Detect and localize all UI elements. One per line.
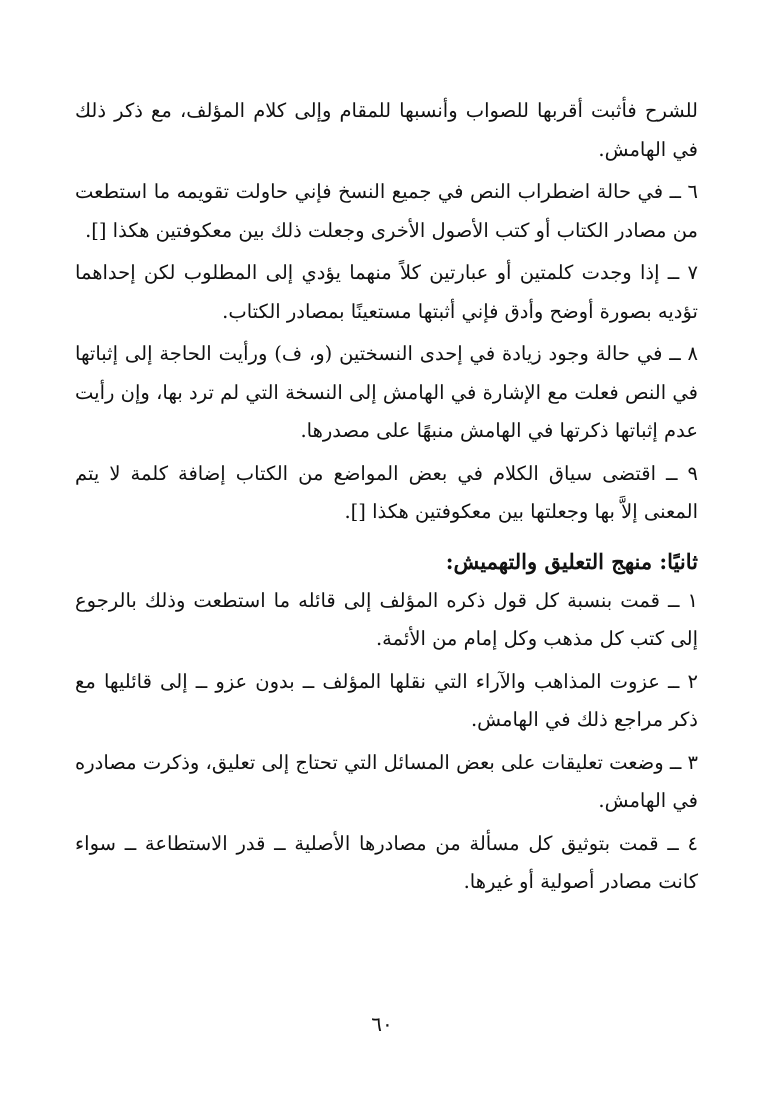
paragraph-item-8: ٨ ــ في حالة وجود زيادة في إحدى النسختين (و، ف) ورأيت الحاجة إلى إثباتها في النص فعلت مع الإشارة في الهامش إلى النسخة التي لم ترد بها، وإن رأيت عدم إثباتها ذكرتها في الهامش منبهًا على مصدرها. xyxy=(75,342,698,442)
section-heading: ثانيًا: منهج التعليق والتهميش: xyxy=(445,548,698,574)
paragraph-item-6: ٦ ــ في حالة اضطراب النص في جميع النسخ فإني حاولت تقويمه ما استطعت من مصادر الكتاب أو كتب الأصول الأخرى وجعلت ذلك بين معكوفتين هكذا []. xyxy=(75,180,698,242)
paragraph-item-7: ٧ ــ إذا وجدت كلمتين أو عبارتين كلاً منهما يؤدي إلى المطلوب لكن إحداهما تؤديه بصورة أوضح وأدق فإني أثبتها مستعينًا بمصادر الكتاب. xyxy=(75,261,698,323)
paragraph-item-1: ١ ــ قمت بنسبة كل قول ذكره المؤلف إلى قائله ما استطعت وذلك بالرجوع إلى كتب كل مذهب وكل إمام من الأئمة. xyxy=(75,588,698,650)
paragraph-item-3: ٣ ــ وضعت تعليقات على بعض المسائل التي تحتاج إلى تعليق، وذكرت مصادره في الهامش. xyxy=(75,750,698,812)
paragraph-item-4: ٤ ــ قمت بتوثيق كل مسألة من مصادرها الأصلية ــ قدر الاستطاعة ــ سواء كانت مصادر أصولية أو غيرها. xyxy=(75,831,698,893)
paragraph-item-2: ٢ ــ عزوت المذاهب والآراء التي نقلها المؤلف ــ بدون عزو ــ إلى قائليها مع ذكر مراجع ذلك في الهامش. xyxy=(75,669,698,731)
paragraph-item-9: ٩ ــ اقتضى سياق الكلام في بعض المواضع من الكتاب إضافة كلمة لا يتم المعنى إلاَّ بها وجعلتها بين معكوفتين هكذا []. xyxy=(75,461,698,523)
page-body xyxy=(75,92,698,906)
page-number: ٦٠ xyxy=(371,1012,393,1036)
paragraph-continuation: للشرح فأثبت أقربها للصواب وأنسبها للمقام وإلى كلام المؤلف، مع ذكر ذلك في الهامش. xyxy=(75,99,698,161)
